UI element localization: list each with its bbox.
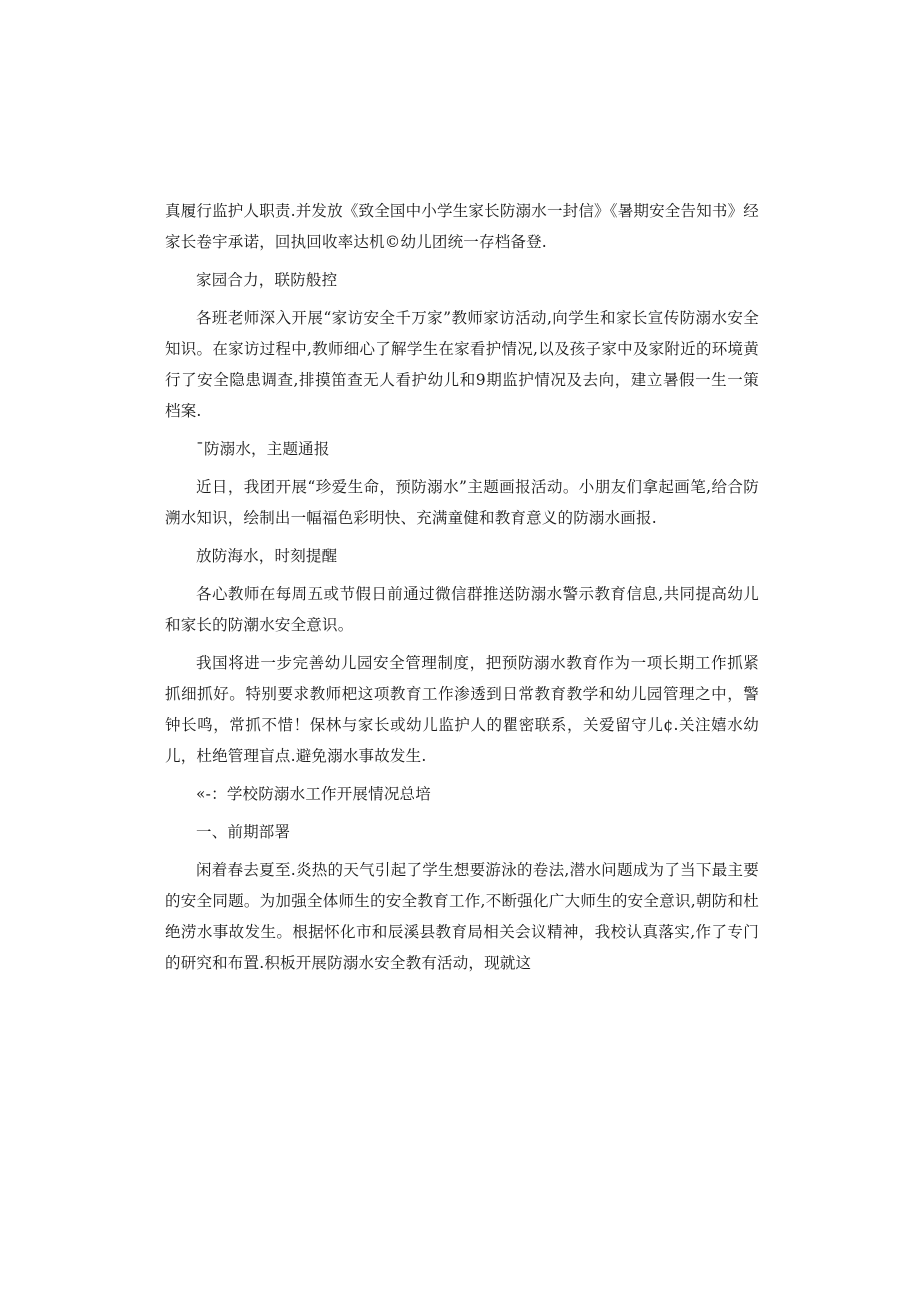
paragraph-1: 真履行监护人职责.并发放《致全国中小学生家长防溺水一封信》《暑期安全告知书》经家长卷宇承诺，回执回收率达机©幼儿团统一存档备登. [165, 202, 759, 251]
section-heading-reminders: 放防海水，时刻提醒 [196, 547, 338, 565]
paragraph-home-visit: 各班老师深入开展“家访安全千万家”教师家访活动,向学生和家长宣传防溺水安全知识。在家访过程中,教师细心了解学生在家看护情况,以及孩子家中及家附近的环境黄行了安全隐患调查,排摸笛查无人看护幼儿和9期监护情况及去向，建立暑假一生一策档案. [165, 309, 759, 420]
section-heading-early-deployment: 一、前期部署 [196, 823, 291, 841]
document-body [165, 196, 759, 979]
paragraph-wechat-reminders: 各心教师在每周五或节假日前通过微信群推送防溺水警示教育信息,共同提高幼儿和家长的防潮水安全意识。 [165, 585, 759, 634]
section-heading-home-school: 家园合力，联防般控 [196, 271, 338, 289]
paragraph-management-system: 我国将进一步完善幼儿园安全管理制度，把预防溺水教育作为一项长期工作抓紧抓细抓好。特别要求教师杷这项教育工作渗透到日常教育教学和幼儿园管理之中，警钟长鸣，常抓不惜！保林与家长或幼儿监护人的瞿密联系，关爱留守儿¢.关注嬉水幼儿，杜绝管理盲点.避免溺水事故发生. [165, 654, 759, 765]
paragraph-early-deployment: 闲着春去夏至.炎热的天气引起了学生想要游泳的卷法,潜水问题成为了当下最主要的安全同题。为加强全体师生的安全教育工作,不断强化广大师生的安全意识,朝防和杜绝涝水事故发生。根据怀化市和辰溪县教育局相关会议精神，我校认真落实,作了专门的研究和布置.积板开展防溺水安全教有活动，现就这 [165, 861, 759, 972]
section-heading-school-summary: «-：学校防溺水工作开展情况总培 [196, 785, 431, 803]
paragraph-poster-activity: 近日，我团开展“珍爱生命，预防溺水”主题画报活动。小朋友们拿起画笔,给合防溯水知识，绘制出一幅福色彩明快、充满童健和教育意义的防溺水画报. [165, 478, 759, 527]
section-heading-theme-poster: ˉ防溺水，主题通报 [196, 440, 330, 458]
